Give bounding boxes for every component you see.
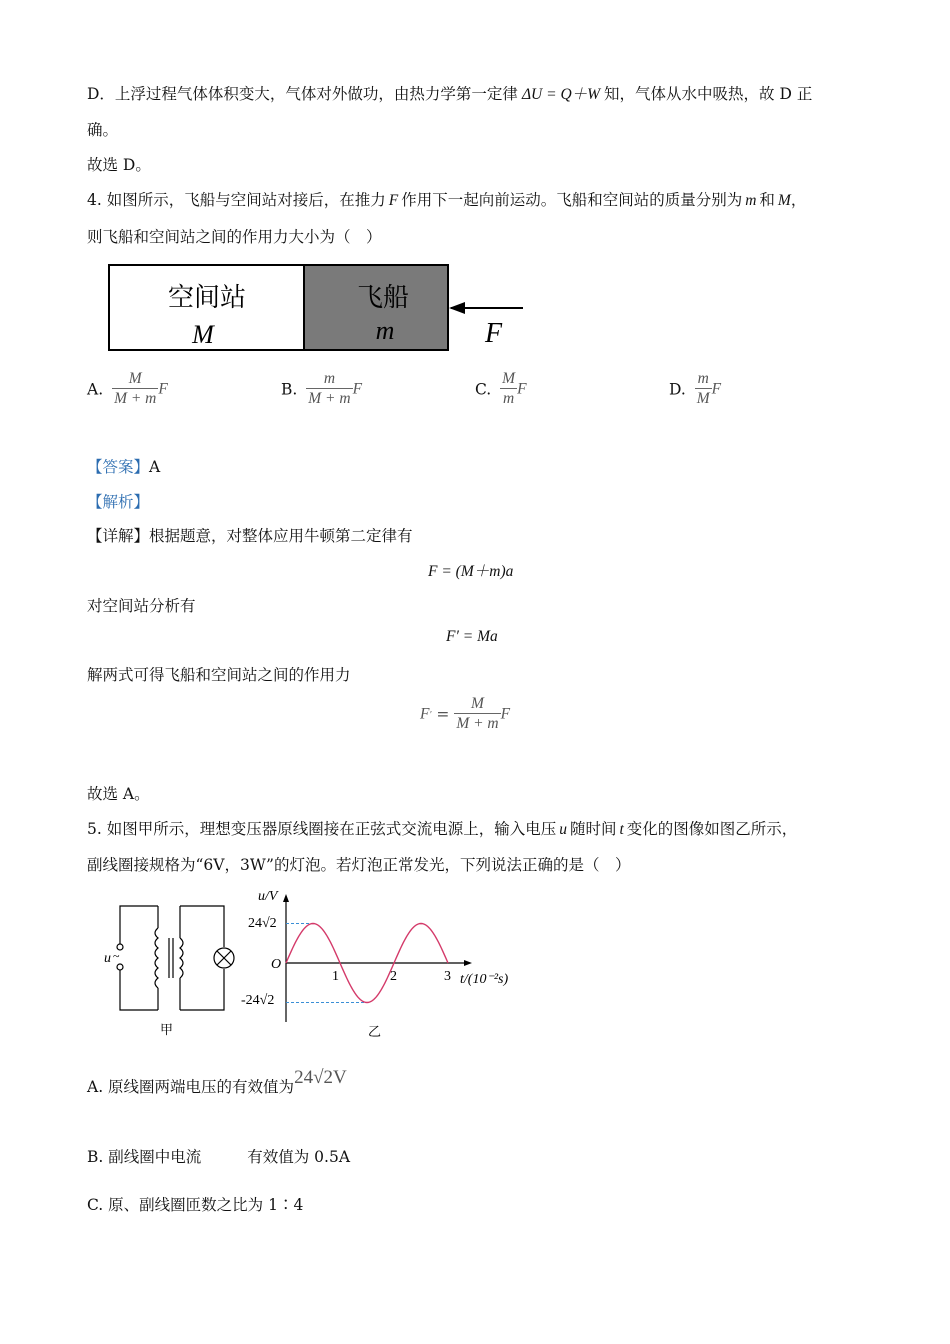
question-5-line2: 副线圈接规格为“6V，3W”的灯泡。若灯泡正常发光，下列说法正确的是（ ） <box>87 856 631 874</box>
force-label: F <box>485 318 503 349</box>
figure-yi-label: 乙 <box>368 1025 382 1040</box>
figure-jia-label: 甲 <box>160 1023 174 1038</box>
transformer-diagram <box>98 898 248 1043</box>
q4-var-M: M <box>777 192 791 209</box>
q5-text-end: 变化的图像如图乙所示， <box>626 820 798 838</box>
eq3-tail: F <box>500 705 511 723</box>
secondary-wire-top <box>180 906 224 947</box>
question-4-line1 <box>87 188 806 210</box>
x-tick-label: 1 <box>332 969 339 984</box>
denominator: M + m <box>456 715 499 732</box>
q5-text-a: 5. 如图甲所示，理想变压器原线圈接在正弦式交流电源上，输入电压 <box>87 820 557 838</box>
q4-text-b: 作用下一起向前运动。飞船和空间站的质量分别为 <box>401 191 743 209</box>
primary-wire-top <box>120 906 158 944</box>
ac-tilde: ~ <box>113 949 120 963</box>
q4-and: 和 <box>759 191 775 209</box>
eq3-fraction <box>454 695 500 734</box>
q4-var-f: F <box>388 192 399 209</box>
numerator: m <box>306 370 352 389</box>
option5-c: C. 原、副线圈匝数之比为 1∶4 <box>87 1196 304 1214</box>
select-a: 故选 A。 <box>87 785 150 803</box>
solve-line: 解两式可得飞船和空间站之间的作用力 <box>87 666 351 684</box>
origin-label: O <box>271 957 282 972</box>
numerator: m <box>695 370 712 389</box>
option-d-text-end: 知，气体从水中吸热，故 D 正 <box>604 85 813 103</box>
y-tick-negative: -24√2 <box>241 993 275 1008</box>
station-label: 空间站 <box>167 283 247 313</box>
x-ticks <box>332 969 451 984</box>
numerator: M <box>454 695 500 714</box>
y-axis-arrow <box>283 894 289 902</box>
option-d-line2: 确。 <box>87 121 119 139</box>
terminal-bottom <box>117 964 123 970</box>
option-letter: C. <box>475 380 492 399</box>
equation-3 <box>420 695 510 734</box>
fraction <box>112 370 158 409</box>
select-d: 故选 D。 <box>87 156 151 174</box>
detail-line <box>87 524 413 546</box>
option5-a <box>87 1067 347 1097</box>
numerator: M <box>112 370 158 389</box>
denominator: M <box>696 390 710 407</box>
primary-coil <box>155 928 158 988</box>
option-tail: F <box>158 380 168 398</box>
x-tick-label: 3 <box>444 969 451 984</box>
question-4-line2: 则飞船和空间站之间的作用力大小为（ ） <box>87 228 382 246</box>
option-tail: F <box>711 380 722 398</box>
figure-4-diagram <box>105 262 535 356</box>
station-analysis-line: 对空间站分析有 <box>87 597 196 615</box>
x-tick-label: 2 <box>390 969 397 984</box>
option4-b <box>281 370 362 409</box>
fraction <box>306 370 352 409</box>
station-mass: M <box>192 320 214 349</box>
primary-wire-bottom <box>120 970 158 1010</box>
q4-var-m: m <box>745 192 757 209</box>
denominator: m <box>503 390 515 407</box>
secondary-wire-bottom <box>180 969 224 1010</box>
fraction <box>500 370 517 409</box>
option4-d <box>669 370 721 409</box>
numerator: M <box>502 370 516 387</box>
equation-1: F = (M＋m)a <box>428 563 514 580</box>
first-law-formula: ΔU = Q＋W <box>521 86 601 103</box>
denominator: M + m <box>308 390 351 407</box>
option-d-text: D．上浮过程气体体积变大，气体对外做功，由热力学第一定律 <box>87 85 518 103</box>
q4-text-a: 4. 如图所示，飞船与空间站对接后，在推力 <box>87 191 386 209</box>
detail-text: 根据题意，对整体应用牛顿第二定律有 <box>149 527 413 545</box>
y-tick-positive: 24√2 <box>248 916 277 931</box>
question-5-line1 <box>87 817 797 839</box>
option5-b-text2: 有效值为 0.5A <box>247 1148 351 1166</box>
denominator: M + m <box>114 390 157 407</box>
option5-a-text: A. 原线圈两端电压的有效值为 <box>87 1078 295 1096</box>
source-u-label: u <box>104 951 111 966</box>
secondary-coil <box>180 938 183 978</box>
x-axis-label: t/(10⁻²s) <box>460 972 509 987</box>
option-tail: F <box>352 380 363 398</box>
detail-tag: 【详解】 <box>87 527 150 545</box>
option5-a-value: 24√2V <box>294 1067 347 1088</box>
q5-text-mid: 随时间 <box>569 820 617 838</box>
option4-a <box>87 370 168 409</box>
voltage-time-chart <box>238 882 528 1042</box>
eq3-lhs: F <box>420 705 430 723</box>
option5-b-text: B. 副线圈中电流 <box>87 1148 202 1166</box>
y-axis-label: u/V <box>258 889 278 904</box>
analysis-tag: 【解析】 <box>87 493 150 511</box>
option-d-line1 <box>87 82 812 104</box>
q5-var-t: t <box>619 821 624 838</box>
option4-c <box>475 370 527 409</box>
answer-tag: 【答案】 <box>87 458 150 476</box>
answer-value: A <box>149 458 161 476</box>
q5-var-u: u <box>559 821 567 838</box>
x-axis-arrow <box>464 960 472 966</box>
equation-2: F′ = Ma <box>446 628 498 645</box>
option-letter: D. <box>669 380 686 399</box>
eq3-equals: = <box>436 705 450 724</box>
option-letter: B. <box>281 380 298 399</box>
answer-line <box>87 455 160 477</box>
option-letter: A. <box>87 380 104 399</box>
eq3-prime: ′ <box>429 709 432 720</box>
fraction <box>695 370 712 409</box>
ship-label: 飞船 <box>356 283 410 313</box>
q4-comma: ， <box>790 191 807 209</box>
force-arrowhead <box>449 302 465 314</box>
ship-mass: m <box>375 316 395 345</box>
option-tail: F <box>517 380 527 398</box>
option5-b <box>87 1145 350 1167</box>
